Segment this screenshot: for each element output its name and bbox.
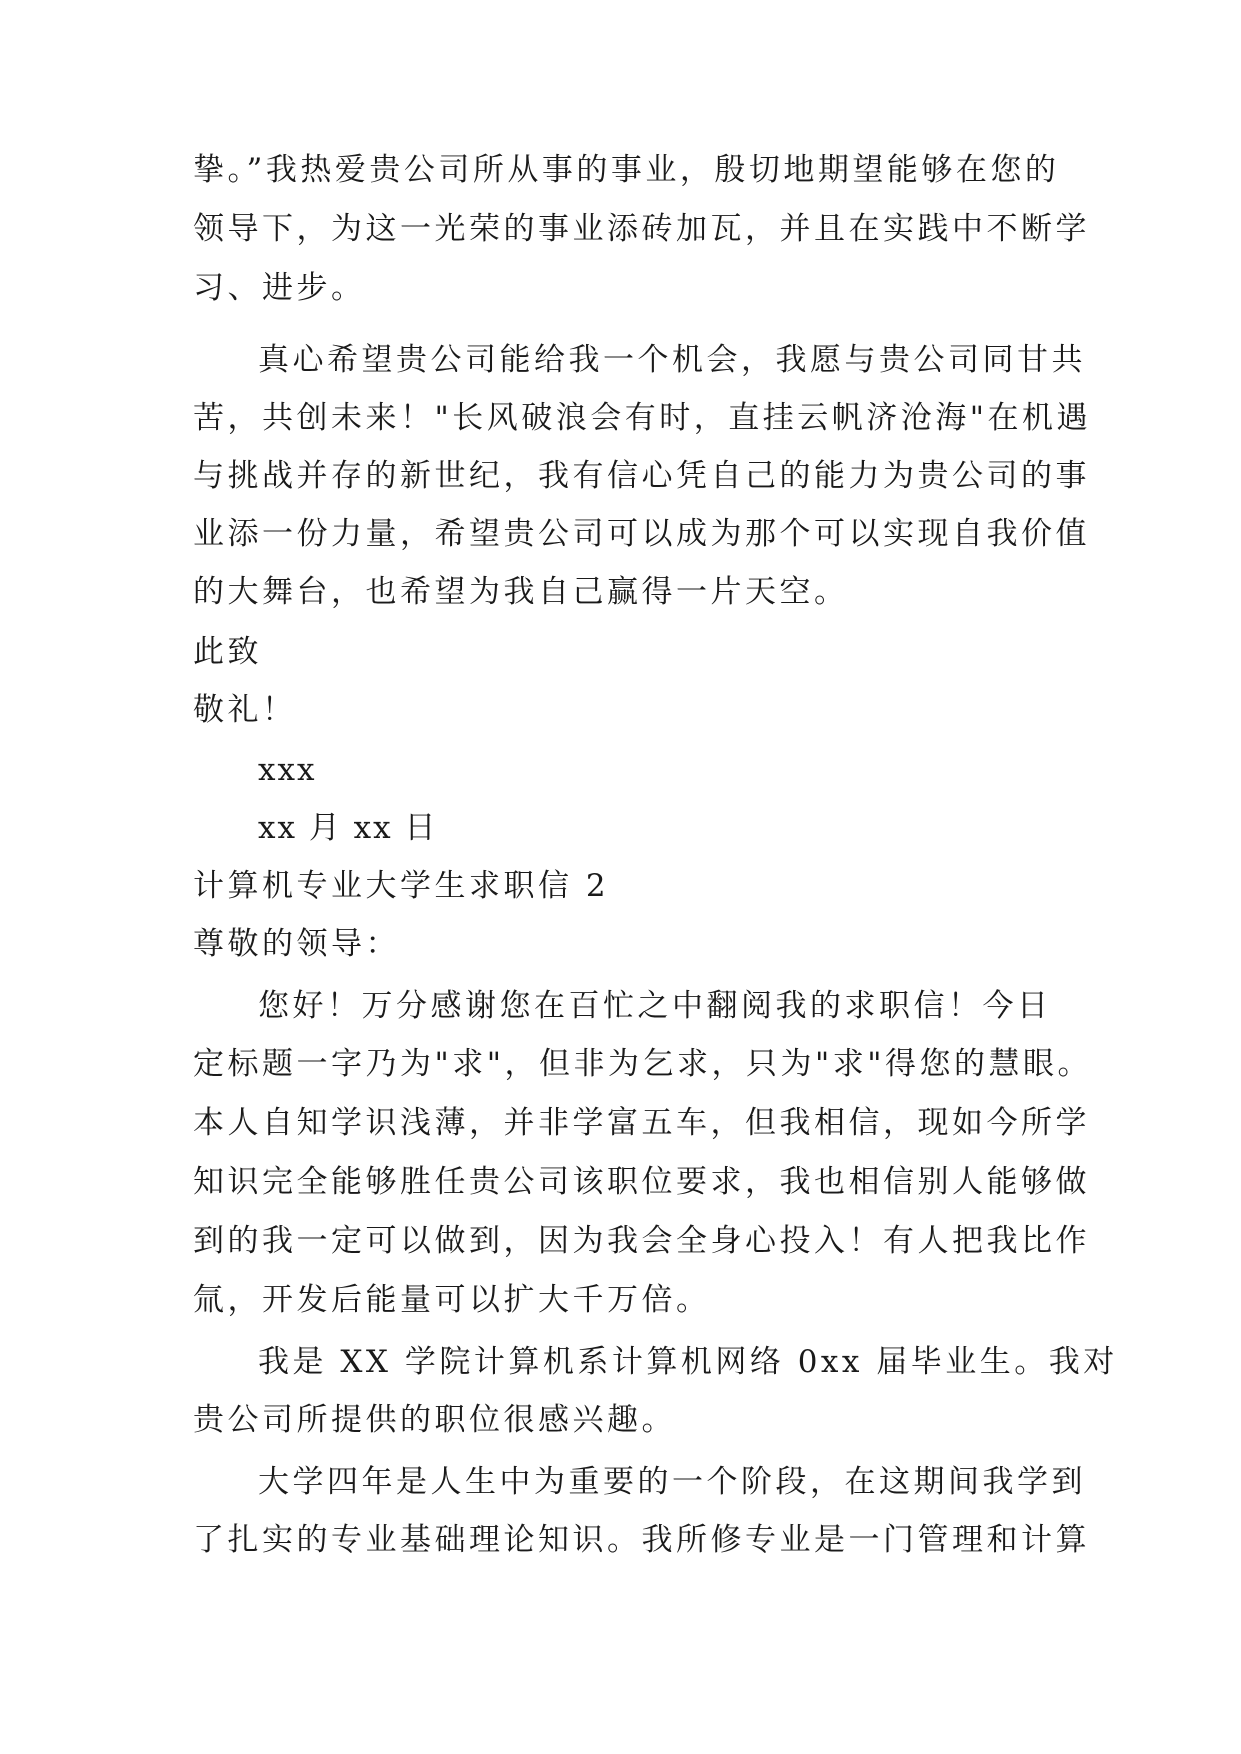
text-line: 的大舞台，也希望为我自己赢得一片天空。 (193, 574, 849, 610)
paragraph-start-line: 我是 XX 学院计算机系计算机网络 0xx 届毕业生。我对 (258, 1344, 1118, 1380)
signature-name: xxx (258, 752, 317, 788)
closing-regards: 敬礼！ (193, 692, 297, 728)
text-line: 业添一份力量，希望贵公司可以成为那个可以实现自我价值 (193, 516, 1090, 552)
text-line: 氚，开发后能量可以扩大千万倍。 (193, 1282, 711, 1318)
signature-date: xx 月 xx 日 (258, 810, 438, 846)
text-line: 定标题一字乃为"求"，但非为乞求，只为"求"得您的慧眼。 (193, 1046, 1093, 1082)
greeting: 尊敬的领导： (193, 926, 400, 962)
text-line: 知识完全能够胜任贵公司该职位要求，我也相信别人能够做 (193, 1164, 1090, 1200)
text-line: 到的我一定可以做到，因为我会全身心投入！有人把我比作 (193, 1223, 1090, 1259)
text-line: 与挑战并存的新世纪，我有信心凭自己的能力为贵公司的事 (193, 458, 1090, 494)
text-line: 贵公司所提供的职位很感兴趣。 (193, 1402, 676, 1438)
text-line: 本人自知学识浅薄，并非学富五车，但我相信，现如今所学 (193, 1105, 1090, 1141)
paragraph-start-line: 真心希望贵公司能给我一个机会，我愿与贵公司同甘共 (258, 342, 1086, 378)
paragraph-start-line: 大学四年是人生中为重要的一个阶段，在这期间我学到 (258, 1464, 1086, 1500)
text-line: 了扎实的专业基础理论知识。我所修专业是一门管理和计算 (193, 1522, 1090, 1558)
text-line: 习、进步。 (193, 270, 366, 306)
text-line: 领导下，为这一光荣的事业添砖加瓦，并且在实践中不断学 (193, 211, 1090, 247)
letter-title: 计算机专业大学生求职信 2 (193, 868, 610, 904)
text-line: 苦，共创未来！"长风破浪会有时，直挂云帆济沧海"在机遇 (193, 400, 1092, 436)
paragraph-start-line: 您好！万分感谢您在百忙之中翻阅我的求职信！今日 (258, 988, 1052, 1024)
closing-salutation: 此致 (193, 634, 262, 670)
text-line: 挚。”我热爱贵公司所从事的事业，殷切地期望能够在您的 (193, 152, 1060, 188)
